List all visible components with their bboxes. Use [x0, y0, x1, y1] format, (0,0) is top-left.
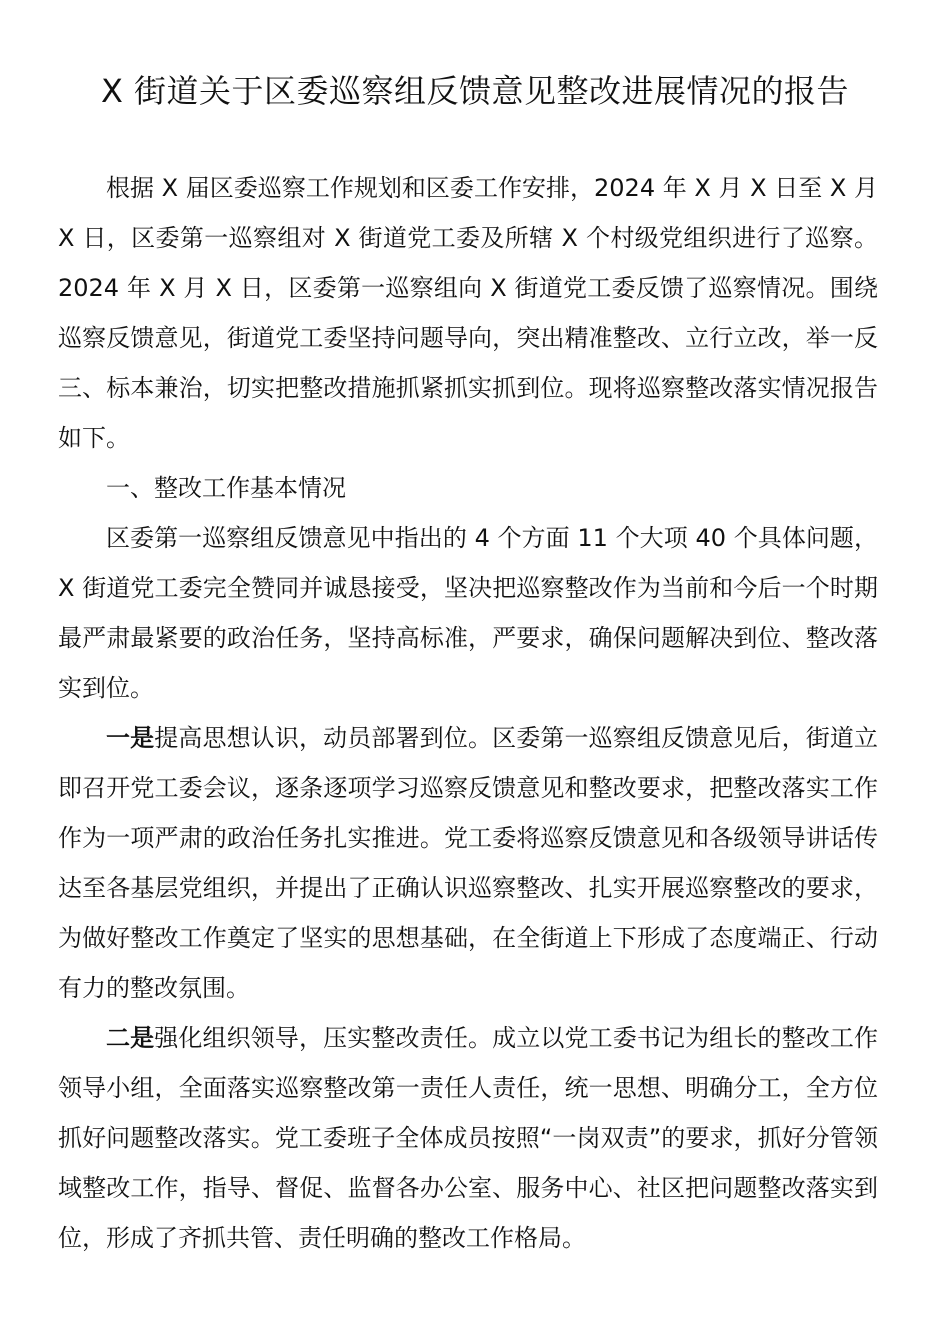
intro-paragraph: 根据 X 届区委巡察工作规划和区委工作安排，2024 年 X 月 X 日至 X 月 X 日，区委第一巡察组对 X 街道党工委及所辖 X 个村级党组织进行了巡察。2024 年 X 月 X 日，区委第一巡察组向 X 街道党工委反馈了巡察情况。围绕巡察反馈意见，街道党工委坚持问题导向，突出精准整改、立行立改，举一反三、标本兼治，切实把整改措施抓紧抓实抓到位。现将巡察整改落实情况报告如下。: [58, 174, 878, 452]
point-1-lead: 一是: [106, 724, 155, 752]
point-2-lead: 二是: [106, 1024, 155, 1052]
document-body: [58, 163, 878, 1263]
point-2-paragraph: [58, 1013, 878, 1263]
section-1-heading: 一、整改工作基本情况: [106, 474, 346, 502]
section-1-paragraph: 区委第一巡察组反馈意见中指出的 4 个方面 11 个大项 40 个具体问题，X 街道党工委完全赞同并诚恳接受，坚决把巡察整改作为当前和今后一个时期最严肃最紧要的政治任务，坚持高标准，严要求，确保问题解决到位、整改落实到位。: [58, 524, 878, 702]
point-2-text: 强化组织领导，压实整改责任。成立以党工委书记为组长的整改工作领导小组，全面落实巡察整改第一责任人责任，统一思想、明确分工，全方位抓好问题整改落实。党工委班子全体成员按照“一岗双责”的要求，抓好分管领域整改工作，指导、督促、监督各办公室、服务中心、社区把问题整改落实到位，形成了齐抓共管、责任明确的整改工作格局。: [58, 1024, 879, 1252]
point-1-text: 提高思想认识，动员部署到位。区委第一巡察组反馈意见后，街道立即召开党工委会议，逐条逐项学习巡察反馈意见和整改要求，把整改落实工作作为一项严肃的政治任务扎实推进。党工委将巡察反馈意见和各级领导讲话传达至各基层党组织，并提出了正确认识巡察整改、扎实开展巡察整改的要求，为做好整改工作奠定了坚实的思想基础，在全街道上下形成了态度端正、行动有力的整改氛围。: [58, 724, 879, 1002]
document-title: X 街道关于区委巡察组反馈意见整改进展情况的报告: [100, 72, 850, 110]
point-1-paragraph: [58, 713, 878, 1013]
